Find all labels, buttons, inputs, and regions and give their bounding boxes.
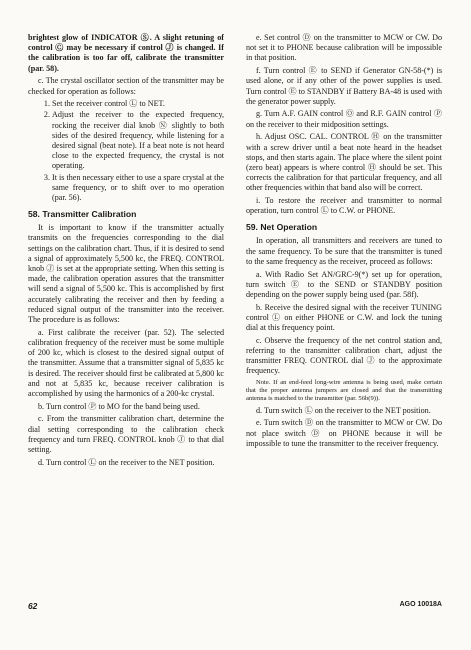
paragraph-57c: c. The crystal oscillator section of the transmitter may be checked for operation as follows: [28,76,224,96]
paragraph-59c: c. Observe the frequency of the net control station and, referring to the transmitter calibration chart, adjust the transmitter FREQ. CONTROL dial Ⓙ to the approximate frequency. [246,335,442,376]
paragraph-58d: d. Turn control Ⓛ on the receiver to the NET position. [38,457,215,467]
paragraph-58f: f. Turn control Ⓔ to SEND if Generator GN-58-(*) is used alone, or if any other of the power supplies is used. Turn control Ⓔ to STANDBY if Battery BA-48 is used with the generator power supply. [246,66,442,106]
right-column [246,33,442,451]
paragraph-58a: a. First calibrate the receiver (par. 52). The selected calibration frequency of the receiver must be some multiple of 200 kc, which is closest to the desired signal output of the transmitter. Assume that a transmitter signal of 5,835 kc is desired. The receiver should first be calibrated at 5,800 kc and not at 5,835 kc, because receiver calibration is accomplished by using the harmonics of a 200-kc crystal. [28,327,224,398]
paragraph-58e: e. Set control Ⓓ on the transmitter to MCW or CW. Do not set it to PHONE because calibration will be impossible in that position. [246,33,442,63]
left-column [28,33,224,470]
paragraph-58b: b. Turn control Ⓟ to MO for the band being used. [38,401,200,411]
section-59-intro: In operation, all transmitters and receivers are tuned to the same frequency. To be sure that the transmitter is tuned to the same frequency as the receiver, proceed as follows: [246,236,442,266]
paragraph-58c: c. From the transmitter calibration chart, determine the dial setting corresponding to the calibration check frequency and turn FREQ. CONTROL knob Ⓙ to that dial setting. [28,414,224,455]
section-58-heading: 58. Transmitter Calibration [28,209,137,220]
paragraph-58h: h. Adjust OSC. CAL. CONTROL Ⓗ on the transmitter with a screw driver until a beat note heard in the headset stops, and then starts again. The place where the silent point (zero beat) appears is where control Ⓗ should be set. This corrects the calibration for that particular frequency, and all other frequencies within that band also will be correct. [246,132,442,193]
paragraph-59a: a. With Radio Set AN/GRC-9(*) set up for operation, turn switch Ⓔ to the SEND or STANDBY position depending on the power supply being used (par. 58f). [246,269,442,299]
step-3: 3. It is then necessary either to use a spare crystal at the same frequency, or to shift over to mo operation (par. 56). [52,173,224,204]
section-59-heading: 59. Net Operation [246,222,318,233]
antenna-note: Note. If an end-feed long-wire antenna is being used, make certain that the proper antenna jumpers are closed and that the transmitting antenna is matched to the transmitter (par. 56b(9)). [246,379,442,403]
section-58-intro: It is important to know if the transmitter actually transmits on the frequencies corresponding to the dial settings on the calibration chart. Thus, if it is desired to send a signal of approximately 5,500 kc, the FREQ. CONTROL knob Ⓙ is set at the appropriate setting. When this setting is made, the calibration operation assures that the transmitter will send a signal of 5,500 kc. This is accomplished by first accurately calibrating the receiver and then by feeding a reduced signal output of the transmitter into the receiver. The procedure is as follows: [28,223,224,325]
paragraph-58g: g. Turn A.F. GAIN control Ⓞ and R.F. GAIN control Ⓟ on the receiver to their midposition settings. [246,109,442,129]
continued-paragraph: brightest glow of INDICATOR Ⓢ. A slight retuning of control Ⓒ may be necessary if control Ⓙ is changed. If the calibration is too far off, calibrate the transmitter (par. 58). [28,33,224,73]
paragraph-59b: b. Receive the desired signal with the receiver TUNING control Ⓛ on either PHONE or C.W. and lock the tuning dial at this frequency point. [246,302,442,333]
paragraph-59e: e. Turn switch Ⓓ on the transmitter to MCW or CW. Do not place switch Ⓓ on PHONE because it will be impossible to tune the transmitter to the receiver frequency. [246,418,442,448]
page-number: 62 [28,601,38,611]
crystal-check-steps [28,99,224,203]
step-1: 1. Set the receiver control Ⓛ to NET. [52,99,224,109]
paragraph-58i: i. To restore the receiver and transmitter to normal operation, turn control Ⓛ to C.W. or PHONE. [246,196,442,216]
document-code: AGO 10018A [399,601,442,608]
step-2: 2. Adjust the receiver to the expected frequency, rocking the receiver dial knob Ⓝ slightly to both sides of the desired frequency, while listening for a desired signal (beat note). If a beat note is not heard close to the expected frequency, the crystal is not operating. [52,110,224,171]
paragraph-59d: d. Turn switch Ⓛ on the receiver to the NET position. [256,405,431,415]
